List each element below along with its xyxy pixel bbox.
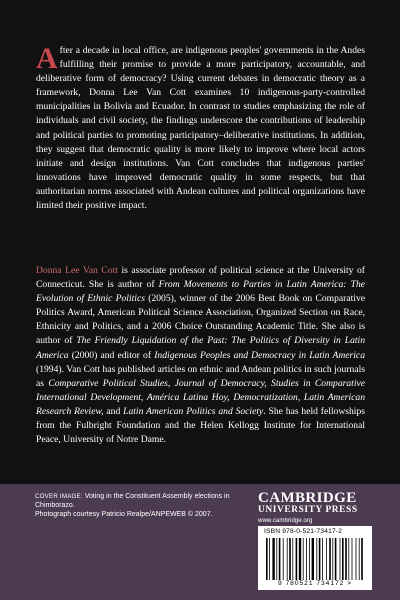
author-name: Donna Lee Van Cott — [36, 265, 118, 276]
bio-text-5: and — [103, 405, 124, 417]
bio-text-3: (2000) and editor of — [68, 349, 155, 361]
barcode-digits: 9 780521 734172 > — [277, 580, 353, 587]
publisher-url: www.cambridge.org — [258, 517, 313, 524]
barcode-icon — [266, 538, 364, 580]
publisher-subtitle: UNIVERSITY PRESS — [258, 505, 358, 515]
description-blurb — [36, 44, 365, 213]
photo-credit: Photograph courtesy Patricio Realpe/ANPEWEB © 2007. — [35, 511, 213, 519]
blurb-text: fter a decade in local office, are indigenous peoples' governments in the Andes fulfilling their promise to provide a more participatory, accountable, and deliberative form of democracy? Using current debates in democratic theory as a framework, Donna Lee Van Cott examines 10 indigenous-party-controlled municipalities in Bolivia and Ecuador. In contrast to studies emphasizing the role of individuals and civil society, the findings underscore the contributions of leadership and political parties to promoting participatory–deliberative institutions. In addition, they suggest that democratic quality is more likely to improve where local actors initiate and design institutions. Van Cott concludes that indigenous parties' innovations have improved democratic quality in some respects, but that authoritarian norms associated with Andean cultures and political organizations have limited their positive impact. — [36, 45, 365, 212]
cover-image-label: COVER IMAGE: — [35, 493, 83, 500]
cover-image-caption: Voting in the Constituent Assembly elections in Chimborazo. — [35, 493, 230, 510]
drop-cap: A — [36, 42, 58, 75]
bio-text-1: is associate professor of political science at the University of Connecticut. She is author of — [36, 265, 365, 291]
bio-text-4: (1994). Van Cott has published articles on ethnic and Andean politics in such journals as — [36, 363, 365, 389]
barcode-box — [258, 526, 372, 590]
book-title-1: From Movements to Parties in Latin America: The Evolution of Ethnic Politics — [36, 279, 365, 305]
publisher-name: CAMBRIDGE — [258, 490, 357, 506]
author-bio — [36, 264, 365, 447]
journal-last: Latin American Politics and Society — [123, 405, 264, 417]
cover-credit — [35, 492, 250, 520]
journal-list: Comparative Political Studies, Journal of Democracy, Studies in Comparative International Development, América Latina Hoy, Democratization, Latin American Research Review, — [36, 377, 365, 417]
bio-text-2: (2005), winner of the 2006 Best Book on Comparative Politics Award, American Political Science Association, Organized Section on Race, Ethnicity and Politics, and a 2006 Choice Outstanding Academic Title. She also is author of — [36, 293, 365, 347]
publisher-block — [258, 491, 368, 525]
book-title-3: Indigenous Peoples and Democracy in Latin America — [154, 349, 365, 361]
bio-text-6: . She has held fellowships from the Fulbright Foundation and the Helen Kellogg Institute for International Peace, University of Notre Dame. — [36, 405, 365, 446]
isbn-text: ISBN 978-0-521-73417-2 — [264, 528, 343, 535]
book-title-2: The Friendly Liquidation of the Past: The Politics of Diversity in Latin America — [36, 335, 365, 361]
